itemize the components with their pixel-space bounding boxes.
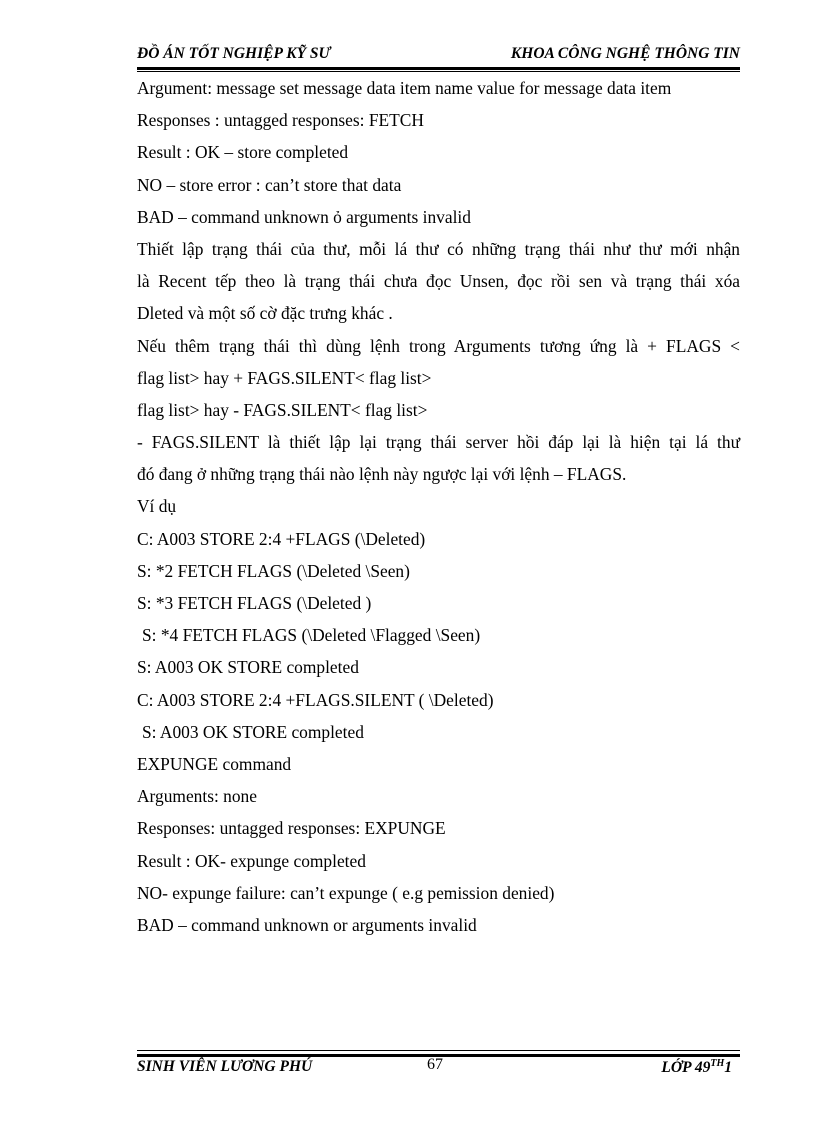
text-line: Nếu thêm trạng thái thì dùng lệnh trong Arguments tương ứng là + FLAGS < (137, 335, 740, 356)
text-line: Result : OK – store completed (137, 142, 349, 163)
text-line: là Recent tếp theo là trạng thái chưa đọc Unsen, đọc rồi sen và trạng thái xóa (137, 271, 740, 292)
text-line: NO- expunge failure: can’t expunge ( e.g pemission denied) (137, 882, 555, 903)
text-line: flag list> hay + FAGS.SILENT< flag list> (137, 367, 432, 388)
body-text (137, 72, 740, 941)
text-line: Arguments: none (137, 786, 257, 807)
text-line: EXPUNGE command (137, 753, 292, 774)
footer-right-suffix: 1 (724, 1059, 732, 1077)
text-line: NO – store error : can’t store that data (137, 174, 402, 195)
page-footer (137, 1058, 740, 1082)
text-line: S: A003 OK STORE completed (137, 657, 359, 678)
page-header (137, 43, 740, 67)
text-line: đó đang ở những trạng thái nào lệnh này ngược lại với lệnh – FLAGS. (137, 464, 627, 485)
text-line: S: *3 FETCH FLAGS (\Deleted ) (137, 593, 372, 613)
page-number: 67 (427, 1056, 443, 1073)
text-line: S: *4 FETCH FLAGS (\Deleted \Flagged \Seen) (142, 625, 481, 646)
text-line: S: *2 FETCH FLAGS (\Deleted \Seen) (137, 560, 410, 581)
footer-right-prefix: LỚP 49 (661, 1059, 711, 1077)
header-right: KHOA CÔNG NGHỆ THÔNG TIN (510, 45, 740, 62)
text-line: BAD – command unknown ỏ arguments invalid (137, 206, 471, 227)
footer-left: SINH VIÊN LƯƠNG PHÚ (137, 1058, 313, 1075)
text-line: BAD – command unknown or arguments invalid (137, 914, 477, 935)
text-line: Dleted và một số cờ đặc trưng khác . (137, 303, 393, 324)
text-line: Responses : untagged responses: FETCH (137, 110, 424, 131)
text-line: S: A003 OK STORE completed (142, 721, 364, 742)
text-line: Argument: message set message data item name value for message data item (137, 78, 672, 98)
text-line: C: A003 STORE 2:4 +FLAGS (\Deleted) (137, 528, 426, 549)
text-line: Thiết lập trạng thái của thư, mỗi lá thư có những trạng thái như thư mới nhận (137, 238, 740, 259)
footer-right-sup: TH (710, 1058, 725, 1069)
text-line: C: A003 STORE 2:4 +FLAGS.SILENT ( \Deleted) (137, 689, 494, 710)
text-line: Ví dụ (137, 496, 177, 517)
text-line: Result : OK- expunge completed (137, 850, 366, 871)
header-left: ĐỒ ÁN TỐT NGHIỆP KỸ SƯ (137, 45, 331, 62)
footer-rule-thin (137, 1050, 740, 1051)
footer-right (661, 1058, 732, 1077)
text-line: Responses: untagged responses: EXPUNGE (137, 818, 446, 839)
header-rule (137, 67, 740, 70)
text-line: - FAGS.SILENT là thiết lập lại trạng thái server hồi đáp lại là hiện tại lá thư (137, 432, 740, 453)
text-line: flag list> hay - FAGS.SILENT< flag list> (137, 399, 428, 420)
